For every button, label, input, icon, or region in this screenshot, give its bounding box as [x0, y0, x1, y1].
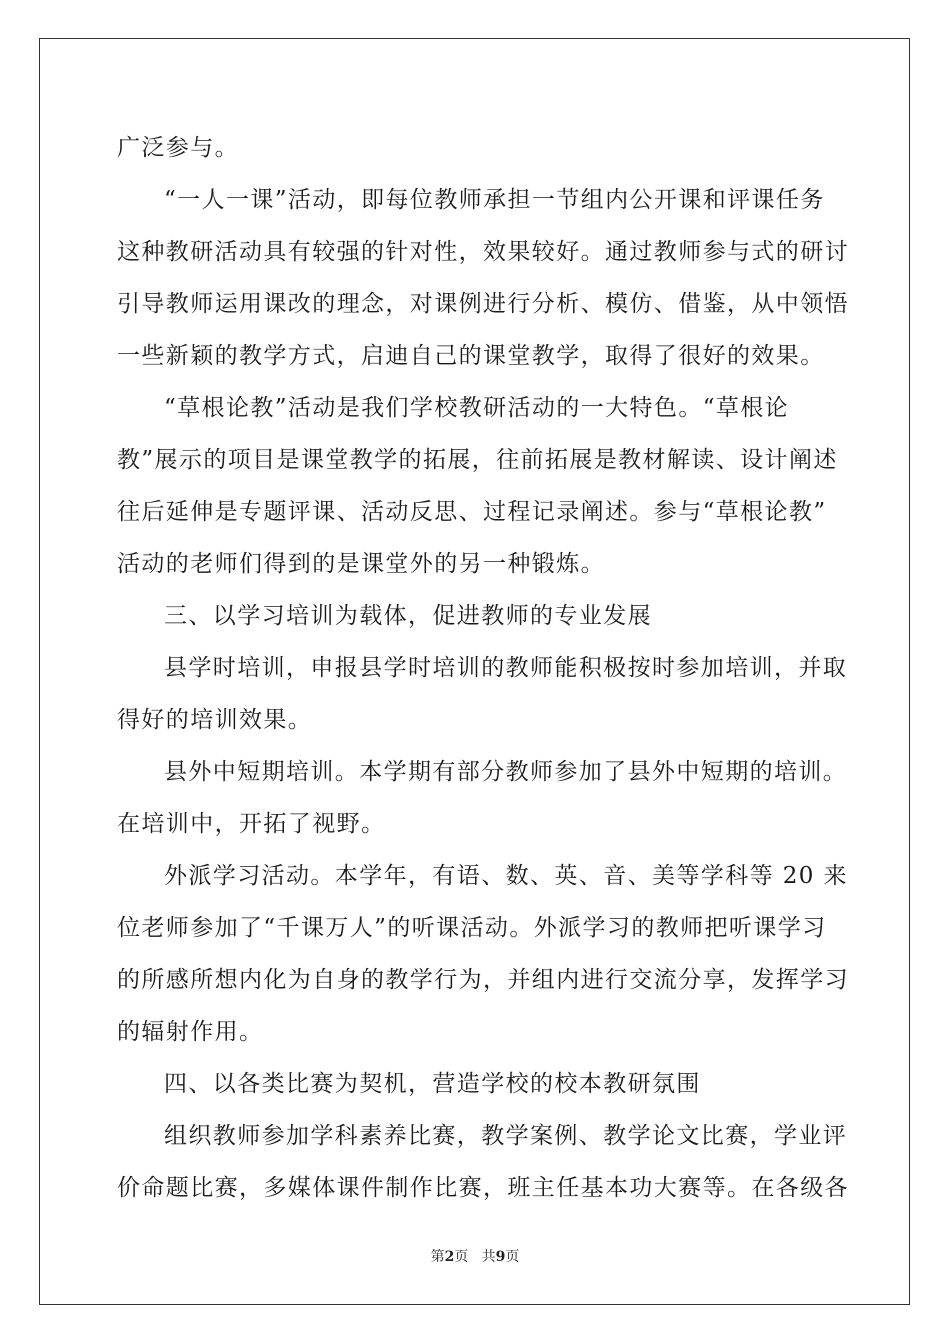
section-heading: 三、以学习培训为载体，促进教师的专业发展 [164, 603, 652, 629]
text-line: 活动的老师们得到的是课堂外的另一种锻炼。 [117, 551, 605, 577]
text-line: 位老师参加了“千课万人”的听课活动。外派学习的教师把听课学习 [117, 915, 827, 941]
text-line: 得好的培训效果。 [117, 707, 313, 733]
text-line: “草根论教”活动是我们学校教研活动的一大特色。“草根论 [164, 395, 790, 421]
section-heading: 四、以各类比赛为契机，营造学校的校本教研氛围 [164, 1071, 701, 1097]
page-footer [0, 1246, 950, 1266]
text-line: 价命题比赛，多媒体课件制作比赛，班主任基本功大赛等。在各级各 [117, 1175, 849, 1201]
text-line: 的所感所想内化为自身的教学行为，并组内进行交流分享，发挥学习 [117, 967, 849, 993]
text-line: 往后延伸是专题评课、活动反思、过程记录阐述。参与“草根论教” [117, 499, 827, 525]
total-page-number: 9 [495, 1249, 506, 1265]
page-prefix: 第 [430, 1249, 445, 1265]
text-line: 的辐射作用。 [117, 1019, 264, 1045]
text-line: 引导教师运用课改的理念，对课例进行分析、模仿、借鉴，从中领悟 [117, 291, 849, 317]
current-page-number: 2 [444, 1249, 455, 1265]
total-prefix: 共 [481, 1249, 496, 1265]
text-line: 县外中短期培训。本学期有部分教师参加了县外中短期的培训。 [164, 759, 848, 785]
text-line: 县学时培训，申报县学时培训的教师能积极按时参加培训，并取 [164, 655, 848, 681]
text-line: 组织教师参加学科素养比赛，教学案例、教学论文比赛，学业评 [164, 1123, 848, 1149]
document-body [117, 122, 849, 1214]
page-mid: 页 [454, 1249, 469, 1265]
text-line: 一些新颖的教学方式，启迪自己的课堂教学，取得了很好的效果。 [117, 343, 825, 369]
text-line: “一人一课”活动，即每位教师承担一节组内公开课和评课任务 [164, 187, 825, 213]
text-line: 广泛参与。 [117, 135, 239, 161]
text-line: 教”展示的项目是课堂教学的拓展，往前拓展是教材解读、设计阐述 [117, 447, 838, 473]
text-line: 在培训中，开拓了视野。 [117, 811, 386, 837]
text-line: 这种教研活动具有较强的针对性，效果较好。通过教师参与式的研讨 [117, 239, 849, 265]
text-line: 外派学习活动。本学年，有语、数、英、音、美等学科等 20 来 [164, 863, 848, 889]
total-suffix: 页 [505, 1249, 520, 1265]
